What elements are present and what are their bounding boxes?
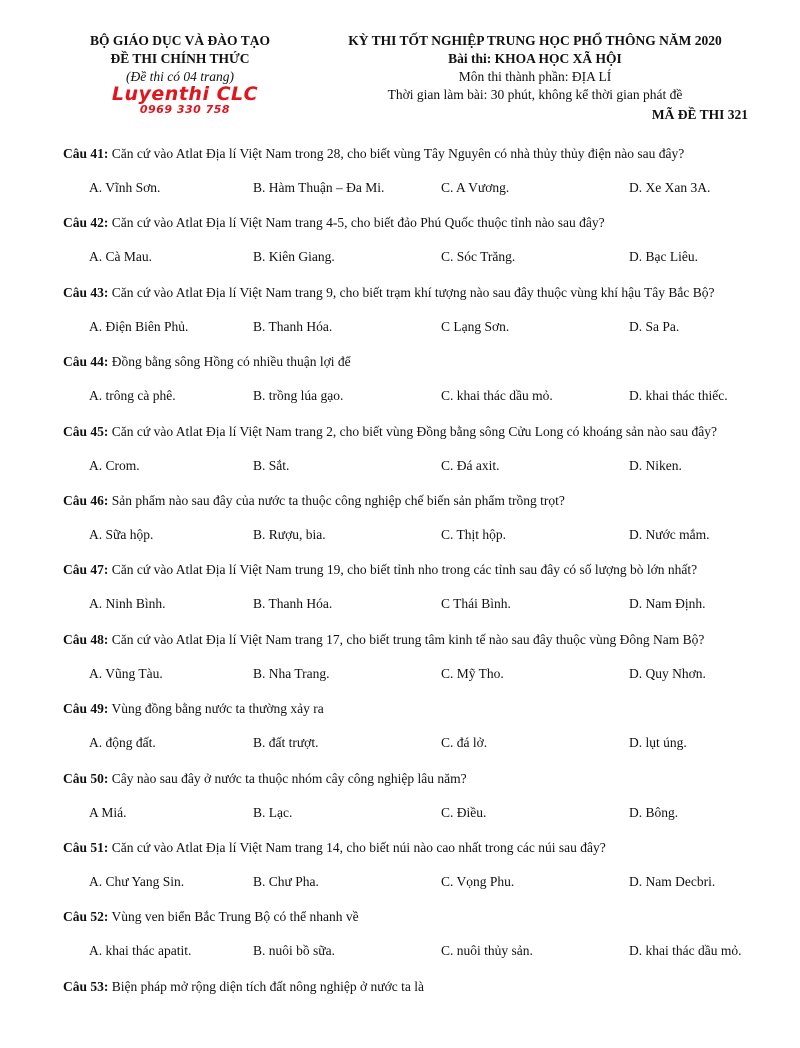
exam-header	[0, 0, 800, 140]
question-item	[63, 562, 763, 631]
answer-option: A. Vĩnh Sơn.	[89, 180, 161, 195]
answer-option: D. khai thác thiếc.	[629, 388, 728, 404]
question-item	[63, 215, 763, 284]
question-item	[63, 424, 763, 493]
question-stem	[63, 215, 605, 231]
answer-option: D. Xe Xan 3A.	[629, 180, 711, 195]
question-item	[63, 771, 763, 840]
question-text: Căn cứ vào Atlat Địa lí Việt Nam trang 17, cho biết trung tâm kinh tế nào sau đây thuộc vùng Đông Nam Bộ?	[108, 631, 705, 647]
question-item	[63, 632, 763, 701]
question-text: Căn cứ vào Atlat Địa lí Việt Nam trang 2, cho biết vùng Đồng bằng sông Cửu Long có khoáng sản nào sau đây?	[108, 423, 717, 439]
question-text: Căn cứ vào Atlat Địa lí Việt Nam trang 4-5, cho biết đảo Phú Quốc thuộc tỉnh nào sau đây?	[108, 215, 605, 231]
question-item	[63, 909, 763, 978]
answer-option: C. Mỹ Tho.	[441, 665, 504, 681]
answer-option: A. Sữa hộp.	[89, 526, 154, 542]
question-item	[63, 285, 763, 354]
answer-option: A. động đất.	[89, 735, 156, 751]
answer-option: D. Sa Pa.	[629, 318, 680, 334]
answer-option: C. Đá axit.	[441, 457, 500, 473]
answer-option: B. nuôi bồ sữa.	[253, 943, 335, 959]
question-number: Câu 51:	[63, 839, 109, 855]
answer-option: C. Vọng Phu.	[441, 873, 515, 889]
answer-option: A. trông cà phê.	[89, 388, 176, 404]
answer-option: B. Hàm Thuận – Đa Mi.	[253, 180, 385, 195]
answer-option: A. Vũng Tàu.	[89, 665, 163, 681]
question-stem	[63, 771, 467, 787]
answer-option: B. Rượu, bia.	[253, 526, 326, 542]
answer-option: C. Sóc Trăng.	[441, 249, 516, 265]
question-number: Câu 41:	[63, 146, 109, 161]
answer-option: D. Nước mắm.	[629, 526, 710, 542]
question-text: Căn cứ vào Atlat Địa lí Việt Nam trung 19, cho biết tỉnh nho trong các tỉnh sau đây có số lượng bò lớn nhất?	[108, 562, 698, 578]
answer-option: B. Nha Trang.	[253, 665, 330, 681]
question-item	[63, 146, 763, 215]
answer-option: A. Crom.	[89, 457, 140, 473]
answer-option: A. Chư Yang Sin.	[89, 873, 185, 889]
component-subject: Môn thi thành phần: ĐỊA LÍ	[458, 69, 612, 84]
ministry-name: BỘ GIÁO DỤC VÀ ĐÀO TẠO	[90, 33, 270, 48]
answer-option: A. Cà Mau.	[89, 249, 152, 265]
official-label: ĐỀ THI CHÍNH THỨC	[110, 51, 250, 66]
question-stem	[63, 701, 324, 717]
question-number: Câu 42:	[63, 215, 109, 231]
answer-option: D. Nam Định.	[629, 596, 706, 612]
answer-option: B. Sắt.	[253, 457, 290, 473]
answer-option: C. đá lở.	[441, 735, 488, 751]
question-text: Căn cứ vào Atlat Địa lí Việt Nam trang 9, cho biết trạm khí tượng nào sau đây thuộc vùng khí hậu Tây Bắc Bộ?	[108, 284, 715, 300]
answer-option: D. khai thác dầu mỏ.	[629, 943, 742, 959]
question-stem	[63, 424, 717, 440]
question-stem	[63, 146, 684, 162]
exam-code: MÃ ĐỀ THI 321	[651, 107, 748, 122]
question-item	[63, 701, 763, 770]
logo-phone: 0969 330 758	[139, 103, 231, 116]
question-number: Câu 43:	[63, 284, 109, 300]
question-number: Câu 53:	[63, 978, 109, 994]
answer-option: B. đất trượt.	[253, 735, 319, 751]
question-text: Căn cứ vào Atlat Địa lí Việt Nam trong 28, cho biết vùng Tây Nguyên có nhà thủy thủy điện nào sau đây?	[108, 146, 685, 161]
answer-option: D. Bạc Liêu.	[629, 249, 698, 265]
answer-option: B. Kiên Giang.	[253, 249, 335, 265]
question-number: Câu 48:	[63, 631, 109, 647]
answer-option: A. Ninh Bình.	[89, 596, 166, 612]
exam-subject: Bài thi: KHOA HỌC XÃ HỘI	[448, 51, 622, 66]
question-text: Cây nào sau đây ở nước ta thuộc nhóm cây công nghiệp lâu năm?	[108, 770, 467, 786]
logo-text: Luyenthi CLC	[111, 83, 259, 105]
question-number: Câu 47:	[63, 562, 109, 578]
question-stem	[63, 909, 359, 925]
answer-option: B. Thanh Hóa.	[253, 318, 333, 334]
question-list	[63, 146, 763, 1048]
question-number: Câu 45:	[63, 423, 109, 439]
question-stem	[63, 979, 424, 995]
answer-option: C. Thịt hộp.	[441, 526, 507, 542]
answer-option: B. Lạc.	[253, 804, 293, 820]
question-text: Căn cứ vào Atlat Địa lí Việt Nam trang 14, cho biết núi nào cao nhất trong các núi sau đây?	[108, 839, 606, 855]
question-item	[63, 840, 763, 909]
question-stem	[63, 285, 714, 301]
answer-option: D. Bông.	[629, 804, 679, 820]
exam-title: KỲ THI TỐT NGHIỆP TRUNG HỌC PHỔ THÔNG NĂM 2020	[348, 33, 722, 48]
question-text: Vùng đồng bằng nước ta thường xảy ra	[108, 701, 324, 717]
question-number: Câu 44:	[63, 354, 109, 370]
answer-option: C. Điều.	[441, 804, 487, 820]
question-stem	[63, 632, 704, 648]
answer-option: C. A Vương.	[441, 180, 510, 195]
question-stem	[63, 354, 351, 370]
answer-option: B. trồng lúa gạo.	[253, 388, 344, 404]
question-item	[63, 979, 763, 1048]
question-text: Sản phẩm nào sau đây của nước ta thuộc công nghiệp chế biến sản phẩm trồng trọt?	[108, 492, 565, 508]
question-number: Câu 50:	[63, 770, 109, 786]
question-text: Biện pháp mở rộng diện tích đất nông nghiệp ở nước ta là	[108, 978, 424, 994]
pages-note: (Đề thi có 04 trang)	[126, 69, 234, 84]
question-number: Câu 49:	[63, 701, 109, 717]
answer-option: A. Điện Biên Phủ.	[89, 318, 189, 334]
question-text: Đồng bằng sông Hồng có nhiều thuận lợi để	[108, 354, 351, 370]
question-number: Câu 52:	[63, 909, 109, 925]
answer-option: D. Nam Decbri.	[629, 873, 716, 889]
question-stem	[63, 562, 697, 578]
duration-note: Thời gian làm bài: 30 phút, không kể thời gian phát đề	[387, 87, 683, 102]
question-stem	[63, 493, 565, 509]
question-number: Câu 46:	[63, 492, 109, 508]
answer-option: D. Niken.	[629, 457, 682, 473]
answer-option: C Lạng Sơn.	[441, 318, 510, 334]
answer-option: A. khai thác apatit.	[89, 943, 192, 959]
question-stem	[63, 840, 606, 856]
luyenthi-logo	[85, 84, 285, 116]
question-item	[63, 493, 763, 562]
answer-option: D. lụt úng.	[629, 735, 687, 751]
answer-option: C. khai thác dầu mỏ.	[441, 388, 553, 404]
answer-option: B. Thanh Hóa.	[253, 596, 333, 612]
answer-option: B. Chư Pha.	[253, 873, 319, 889]
question-text: Vùng ven biển Bắc Trung Bộ có thể nhanh về	[108, 909, 359, 925]
question-item	[63, 354, 763, 423]
answer-option: C Thái Bình.	[441, 596, 511, 612]
answer-option: A Miá.	[89, 804, 127, 820]
answer-option: C. nuôi thủy sản.	[441, 943, 533, 959]
answer-option: D. Quy Nhơn.	[629, 665, 706, 681]
